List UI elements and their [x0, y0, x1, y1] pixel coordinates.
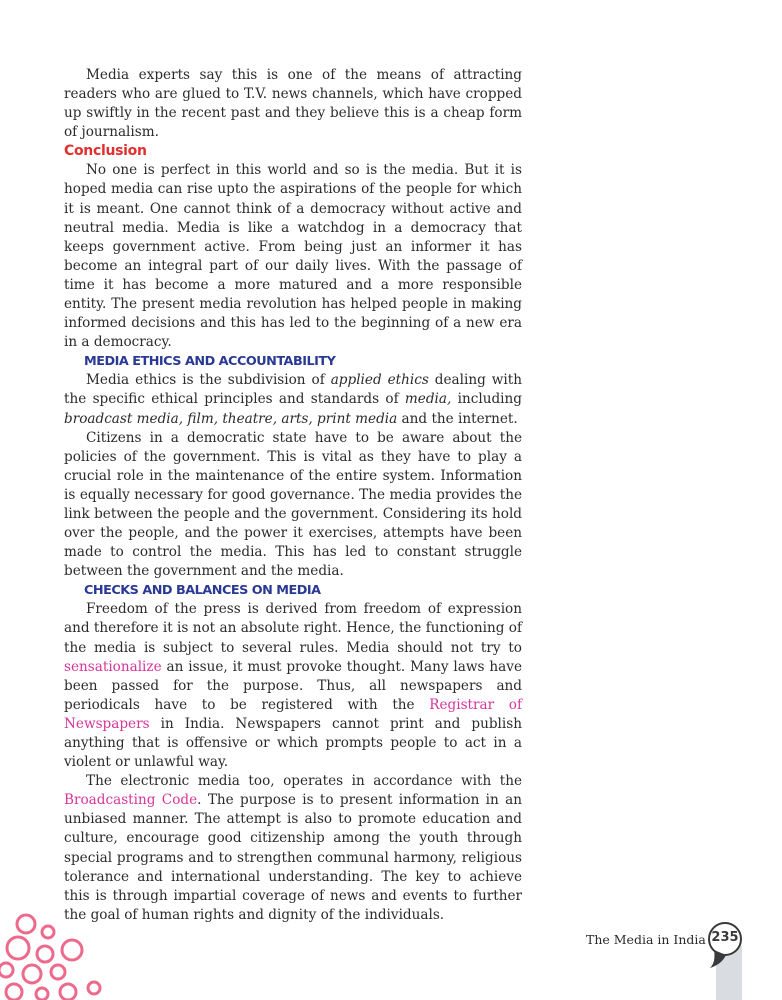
text-run: dealing with the specific ethical principles and standards of [64, 372, 522, 408]
text-run: . The purpose is to present information in an unbiased manner. The attempt is also to promote education and culture, encourage good citizenship among the youth through special programs and to strengthen communal harmony, religious tolerance and international understanding. The key to achieve this is through impartial coverage of news and events to further the goal of human rights and dignity of the individuals. [64, 792, 522, 923]
link-sensationalize[interactable]: sensationalize [64, 658, 162, 675]
paragraph-conclusion: No one is perfect in this world and so is the media. But it is hoped media can rise upto the aspirations of the people for which it is meant. One cannot think of a democracy without active and neutral media. Media is like a watchdog in a democracy that keeps government active. From being just an informer it has become an integral part of our daily lives. With the passage of time it has become a more matured and a more responsible entity. The present media revolution has helped people in making informed decisions and this has led to the beginning of a new era in a democracy. [64, 162, 522, 351]
heading-conclusion: Conclusion [64, 143, 147, 160]
paragraph-electronic-media [64, 772, 522, 925]
text-run: and the internet. [397, 410, 518, 427]
text-run: Freedom of the press is derived from freedom of expression and therefore it is not an absolute right. Hence, the functioning of the media is subject to several rules. Media should not try to [64, 601, 522, 656]
text-run: The electronic media too, operates in accordance with the [86, 773, 522, 790]
footer-chapter-title: The Media in India [586, 932, 706, 947]
term-applied-ethics: applied ethics [330, 372, 429, 389]
text-run: including [451, 391, 522, 408]
paragraph-media-experts: Media experts say this is one of the means of attracting readers who are glued to T.V. news channels, which have cropped up swiftly in the recent past and they believe this is a cheap form of journalism. [64, 67, 522, 141]
term-media-types: broadcast media, film, theatre, arts, print media [64, 410, 398, 427]
link-broadcasting-code[interactable]: Broadcasting Code [64, 792, 198, 809]
text-run: in India. Newspapers cannot print and publish anything that is offensive or which prompts people to act in a violent or unlawful way. [64, 715, 522, 771]
paragraph-freedom-of-press [64, 600, 522, 772]
page-number: 235 [711, 930, 739, 945]
text-run: an issue, it must provoke thought. Many laws have been passed for the purpose. Thus, all newspapers and periodicals have to be registered with the [64, 658, 522, 713]
link-registrar-of-newspapers[interactable]: Registrar of Newspapers [64, 696, 522, 732]
page-body [64, 66, 522, 925]
term-media: media, [404, 391, 452, 408]
paragraph-citizens: Citizens in a democratic state have to be aware about the policies of the government. This is vital as they have to play a crucial role in the maintenance of the entire system. Information is equally necessary for good governance. The media provides the link between the people and the government. Considering its hold over the people, and the power it exercises, attempts have been made to control the media. This has led to constant struggle between the government and the media. [64, 429, 522, 580]
text-run: Media ethics is the subdivision of [86, 372, 331, 389]
heading-media-ethics: MEDIA ETHICS AND ACCOUNTABILITY [84, 354, 336, 370]
bubble-decoration-icon [0, 908, 110, 1000]
paragraph-media-ethics [64, 371, 522, 428]
heading-checks-and-balances: CHECKS AND BALANCES ON MEDIA [84, 583, 321, 599]
